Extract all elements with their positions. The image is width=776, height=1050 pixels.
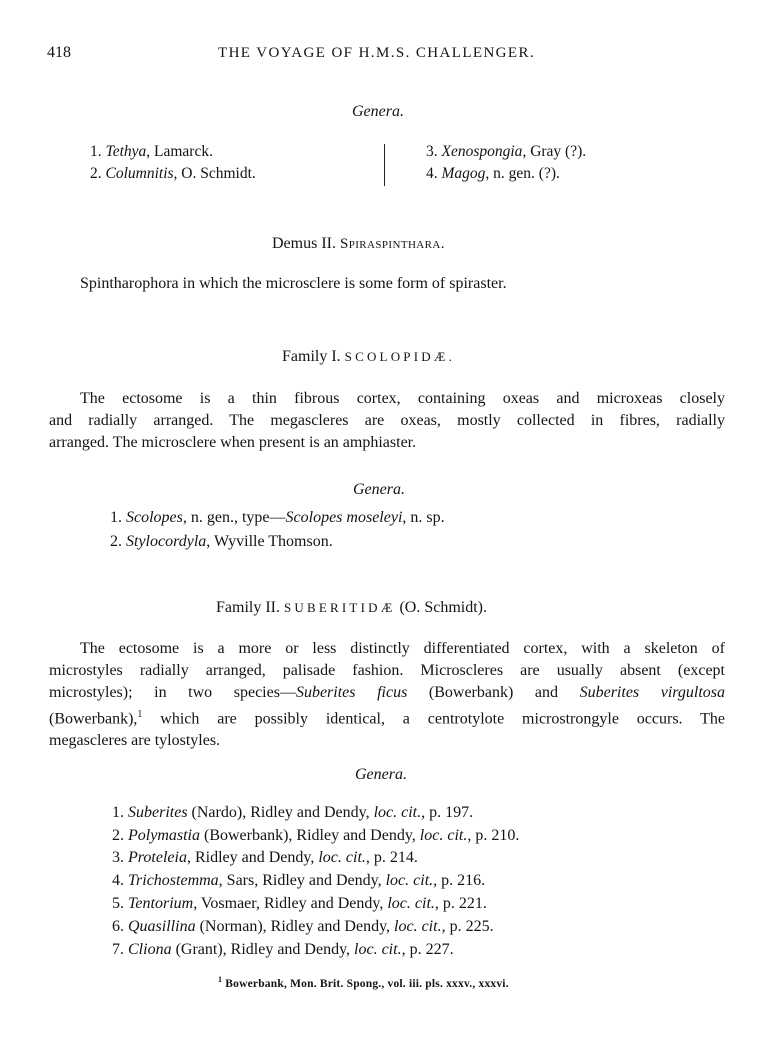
- family-2-heading: Family II. SUBERITIDÆ (O. Schmidt).: [216, 599, 487, 616]
- genus-item: 5. Tentorium, Vosmaer, Ridley and Dendy, loc. cit., p. 221.: [112, 895, 487, 912]
- footnote: $^1$ Bowerbank, Mon. Brit. Spong., vol. iii. pls. xxxv., xxxvi.: [218, 975, 509, 990]
- genus-item: 1. Suberites (Nardo), Ridley and Dendy, loc. cit., p. 197.: [112, 804, 474, 821]
- genera-heading-3: Genera.: [355, 766, 407, 783]
- genus-item: 2. Stylocordyla, Wyville Thomson.: [110, 533, 333, 550]
- running-title: THE VOYAGE OF H.M.S. CHALLENGER.: [218, 45, 536, 61]
- genus-item: 3. Proteleia, Ridley and Dendy, loc. cit., p. 214.: [112, 849, 418, 866]
- genus-item: 4. Trichostemma, Sars, Ridley and Dendy, loc. cit., p. 216.: [112, 872, 486, 889]
- family-1-description: The ectosome is a thin fibrous cortex, containing oxeas and microxeas closely and radially arranged. The megascleres are oxeas, mostly collected in fibres, radially arranged. The microsclere when present is an amphiaster.: [49, 390, 725, 451]
- genera-heading-2: Genera.: [353, 481, 405, 498]
- genus-item: 2. Polymastia (Bowerbank), Ridley and Dendy, loc. cit., p. 210.: [112, 827, 520, 844]
- genus-item: 6. Quasillina (Norman), Ridley and Dendy, loc. cit., p. 225.: [112, 918, 494, 935]
- genera-heading-1: Genera.: [352, 103, 404, 120]
- family-2-description: The ectosome is a more or less distinctly differentiated cortex, with a skeleton of microstyles radially arranged, palisade fashion. Microscleres are usually absent (except microstyles); in two species—Suberites ficus (Bowerbank) and Suberites virgultosa (Bowerbank),$^1$ which are possibly identical, a centrotylote microstrongyle occurs. The megascleres are tylostyles.: [49, 640, 726, 750]
- genus-item: 3. Xenospongia, Gray (?).: [426, 143, 587, 160]
- genus-item: 1. Tethya, Lamarck.: [90, 143, 213, 160]
- genus-item: 7. Cliona (Grant), Ridley and Dendy, loc. cit., p. 227.: [112, 941, 454, 958]
- demus-heading: Demus II. Spiraspinthara.: [272, 235, 445, 252]
- genus-item: 4. Magog, n. gen. (?).: [426, 165, 560, 182]
- family-1-heading: Family I. SCOLOPIDÆ.: [282, 348, 456, 365]
- demus-description: Spintharophora in which the microsclere is some form of spiraster.: [80, 275, 507, 292]
- column-divider: [384, 144, 385, 186]
- genus-item: 1. Scolopes, n. gen., type—Scolopes moseleyi, n. sp.: [110, 509, 445, 526]
- page-number: 418: [47, 44, 71, 61]
- genus-item: 2. Columnitis, O. Schmidt.: [90, 165, 256, 182]
